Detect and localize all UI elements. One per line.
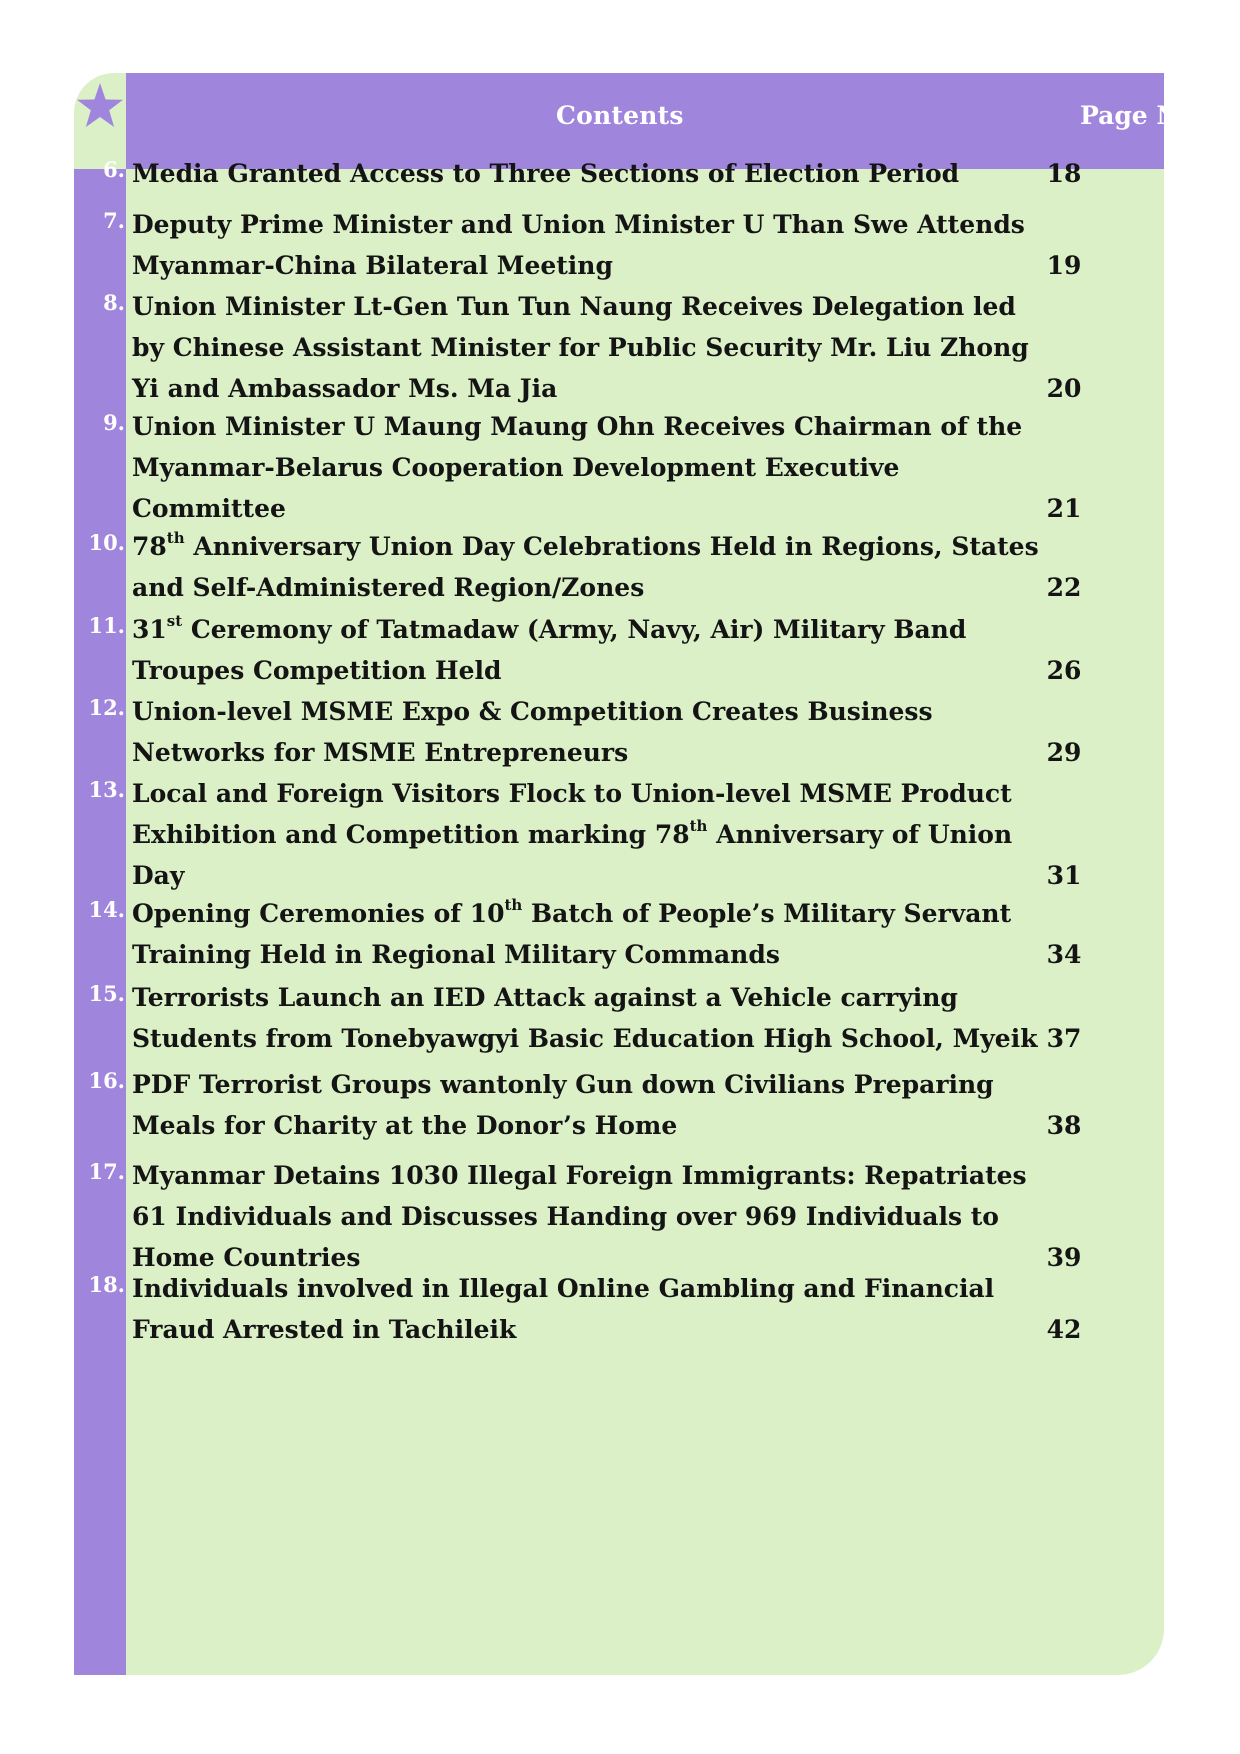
entry-title-line	[132, 1196, 999, 1237]
entry-title-line	[132, 977, 982, 1018]
entry-page-number: 34	[1046, 940, 1082, 969]
title-text: Home Countries	[132, 1243, 361, 1272]
title-text: Anniversary of Union	[707, 820, 1013, 849]
title-text: Batch of People’s Military Servant	[522, 899, 1012, 928]
entry-title	[132, 977, 1038, 1059]
entry-title-line	[132, 814, 1013, 855]
entry-number: 10.	[88, 530, 125, 555]
title-text: Meals for Charity at the Donor’s Home	[132, 1111, 678, 1140]
entry-title-line	[132, 1105, 982, 1146]
title-text: Students from Tonebyawgyi Basic Education High School, Myeik	[132, 1024, 1038, 1053]
title-text: 61 Individuals and Discusses Handing over 969 Individuals to	[132, 1202, 999, 1231]
entry-title-line	[132, 327, 1029, 368]
title-text: Myanmar-China Bilateral Meeting	[132, 251, 613, 280]
entry-number: 14.	[88, 897, 125, 922]
entry-title	[132, 526, 1039, 608]
star-icon	[76, 81, 124, 131]
entry-title-line	[132, 1268, 995, 1309]
entry-title	[132, 609, 982, 691]
entry-title-line	[132, 1309, 982, 1350]
title-text: Exhibition and Competition marking 78	[132, 820, 690, 849]
entry-number: 15.	[88, 981, 125, 1006]
title-text: Opening Ceremonies of 10	[132, 899, 505, 928]
entry-number: 12.	[88, 695, 125, 720]
entry-page-number: 31	[1046, 861, 1082, 890]
entry-title	[132, 1064, 994, 1146]
entry-title-line	[132, 286, 1016, 327]
entry-title	[132, 773, 1013, 896]
entry-number: 13.	[88, 777, 125, 802]
title-text: Ceremony of Tatmadaw (Army, Navy, Air) Military Band	[182, 615, 967, 644]
entry-title-line	[132, 1018, 1038, 1059]
entry-title	[132, 204, 1025, 286]
title-text: and Self-Administered Region/Zones	[132, 573, 645, 602]
title-text: by Chinese Assistant Minister for Public Security Mr. Liu Zhong	[132, 333, 1029, 362]
title-text: 78	[132, 532, 167, 561]
title-text: 31	[132, 615, 167, 644]
entry-page-number: 38	[1046, 1111, 1082, 1140]
title-text: Deputy Prime Minister and Union Minister U Than Swe Attends	[132, 210, 1025, 239]
entry-page-number: 39	[1046, 1243, 1082, 1272]
ordinal-suffix: th	[166, 529, 185, 547]
title-text: Fraud Arrested in Tachileik	[132, 1315, 517, 1344]
title-text: Union Minister Lt-Gen Tun Tun Naung Receives Delegation led	[132, 292, 1016, 321]
title-text: Training Held in Regional Military Commands	[132, 940, 780, 969]
entry-title-line	[132, 691, 982, 732]
ordinal-suffix: th	[689, 817, 708, 835]
title-text: Troupes Competition Held	[132, 656, 502, 685]
entry-title-line	[132, 1155, 1027, 1196]
entry-title-line	[132, 153, 982, 194]
entry-title-line	[132, 368, 982, 409]
entry-number: 18.	[88, 1272, 125, 1297]
title-text: Networks for MSME Entrepreneurs	[132, 738, 629, 767]
entry-number: 16.	[88, 1068, 125, 1093]
entry-title	[132, 893, 1012, 975]
entry-page-number: 20	[1046, 374, 1082, 403]
title-text: Myanmar-Belarus Cooperation Development Executive	[132, 453, 900, 482]
title-text: PDF Terrorist Groups wantonly Gun down Civilians Preparing	[132, 1070, 994, 1099]
entry-page-number: 22	[1046, 573, 1082, 602]
ordinal-suffix: st	[166, 612, 183, 630]
entry-title	[132, 286, 1029, 409]
entry-number: 8.	[103, 290, 125, 315]
entry-number: 7.	[103, 208, 125, 233]
entry-title-line	[132, 934, 982, 975]
entry-title-line	[132, 406, 1023, 447]
entry-title-line	[132, 567, 982, 608]
contents-panel	[74, 73, 1205, 1675]
entry-title-line	[132, 245, 982, 286]
title-text: Union Minister U Maung Maung Ohn Receives Chairman of the	[132, 412, 1023, 441]
entry-page-number: 26	[1046, 656, 1082, 685]
entry-title-line	[132, 773, 1012, 814]
entry-number: 6.	[103, 157, 125, 182]
ordinal-suffix: th	[504, 896, 523, 914]
title-text: Individuals involved in Illegal Online Gambling and Financial	[132, 1274, 995, 1303]
entry-title-line	[132, 609, 982, 650]
number-column-bar	[74, 169, 126, 1675]
entry-title-line	[132, 204, 1025, 245]
title-text: Myanmar Detains 1030 Illegal Foreign Immigrants: Repatriates	[132, 1161, 1027, 1190]
page-number-heading: Page No.	[1080, 101, 1205, 130]
entry-title-line	[132, 526, 1039, 567]
entry-page-number: 42	[1046, 1315, 1082, 1344]
entry-title-line	[132, 650, 982, 691]
entry-title	[132, 1268, 995, 1350]
entry-page-number: 29	[1046, 738, 1082, 767]
entry-title-line	[132, 893, 1012, 934]
entry-page-number: 19	[1046, 251, 1082, 280]
title-text: Local and Foreign Visitors Flock to Union-level MSME Product	[132, 779, 1012, 808]
title-text: Anniversary Union Day Celebrations Held in Regions, States	[184, 532, 1039, 561]
entry-title	[132, 691, 982, 773]
entry-page-number: 37	[1046, 1024, 1082, 1053]
contents-heading: Contents	[556, 101, 684, 130]
entry-page-number: 21	[1046, 494, 1082, 523]
title-text: Terrorists Launch an IED Attack against a Vehicle carrying	[132, 983, 958, 1012]
entry-title-line	[132, 732, 982, 773]
entry-title	[132, 1155, 1027, 1278]
entry-title-line	[132, 447, 982, 488]
title-text: Yi and Ambassador Ms. Ma Jia	[132, 374, 558, 403]
entry-number: 17.	[88, 1159, 125, 1184]
entry-title-line	[132, 855, 982, 896]
title-text: Union-level MSME Expo & Competition Creates Business	[132, 697, 933, 726]
entry-number: 9.	[103, 410, 125, 435]
entry-title-line	[132, 1064, 994, 1105]
title-text: Day	[132, 861, 185, 890]
entry-title-line	[132, 488, 982, 529]
entry-page-number: 18	[1046, 159, 1082, 188]
entry-title	[132, 153, 982, 194]
title-text: Committee	[132, 494, 286, 523]
entry-title	[132, 406, 1023, 529]
entry-number: 11.	[88, 613, 125, 638]
title-text: Media Granted Access to Three Sections of Election Period	[132, 159, 960, 188]
